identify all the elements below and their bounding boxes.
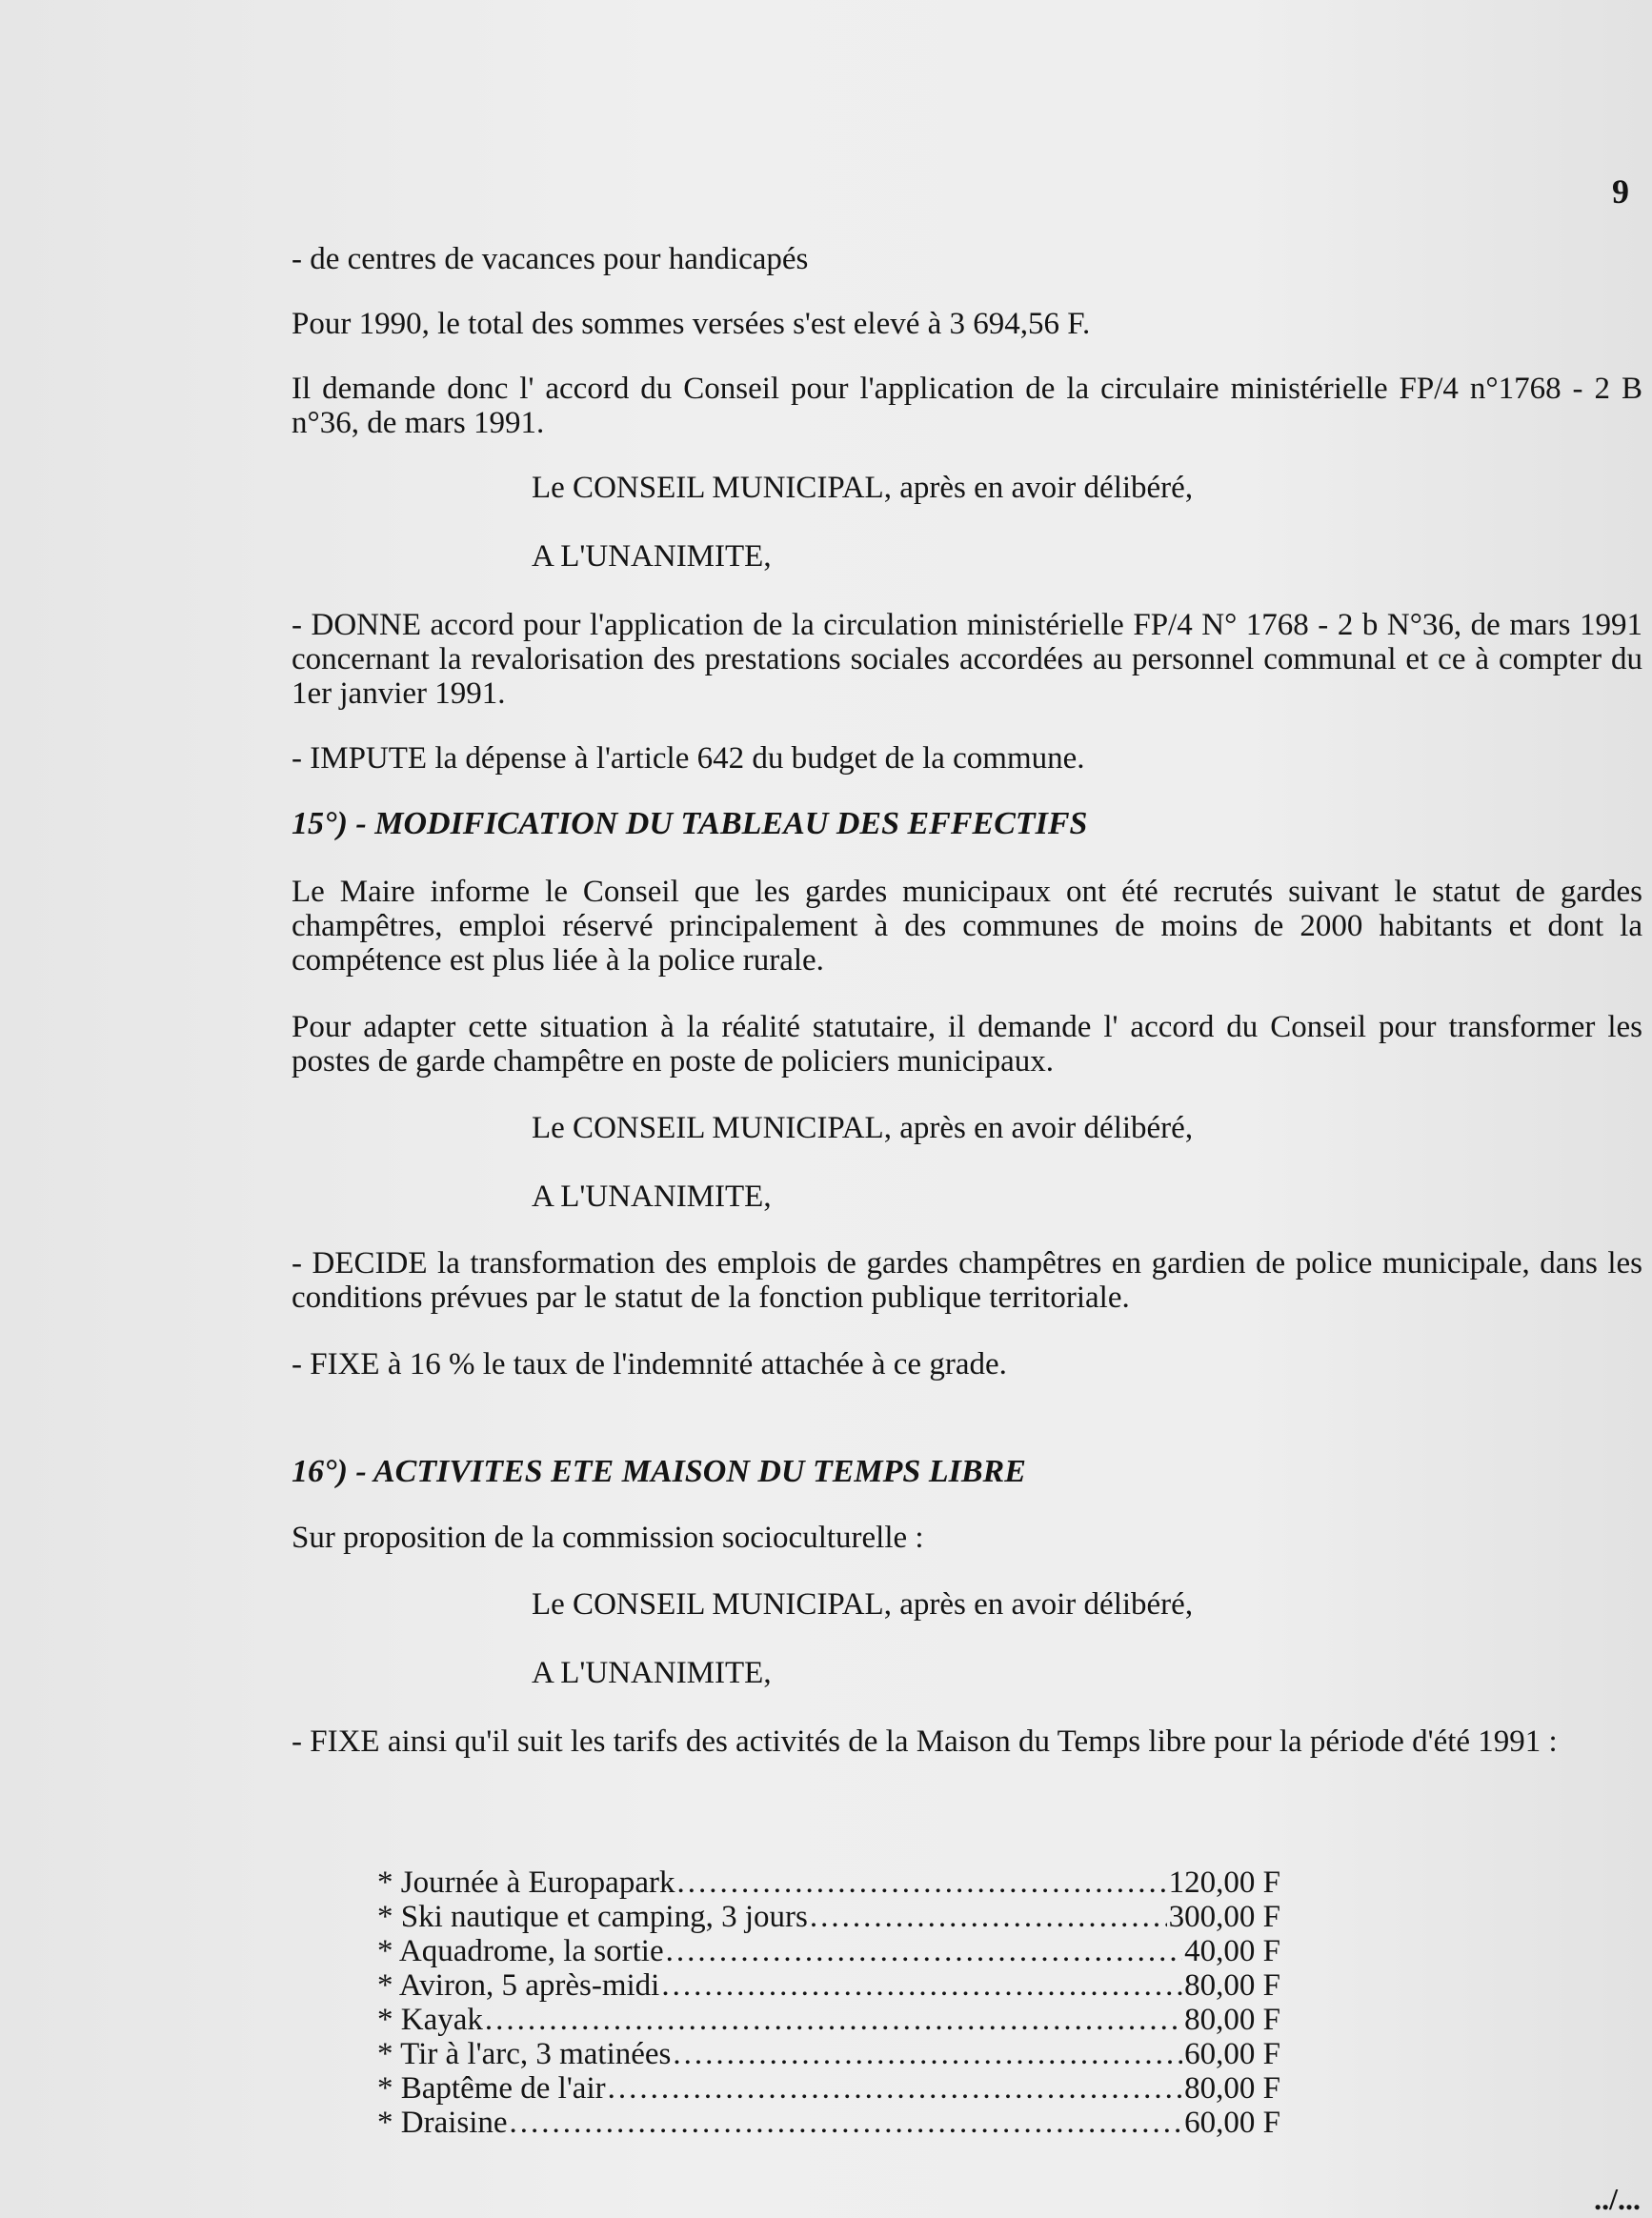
unanimity-3: A L'UNANIMITE, [532, 1656, 772, 1690]
section-title-16: 16°) - ACTIVITES ETE MAISON DU TEMPS LIBRE [292, 1454, 1026, 1489]
paragraph-request-accord: Il demande donc l' accord du Conseil pour l'application de la circulaire ministérielle FP/4 n°1768 - 2 B n°36, de mars 1991. [292, 372, 1642, 440]
paragraph-total-1990: Pour 1990, le total des sommes versées s'est elevé à 3 694,56 F. [292, 307, 1091, 341]
tariff-label: * Journée à Europapark [377, 1865, 675, 1900]
paragraph-fixe-taux: - FIXE à 16 % le taux de l'indemnité attachée à ce grade. [292, 1347, 1007, 1381]
tariff-price: 60,00 F [1184, 2037, 1280, 2071]
tariff-row [377, 1934, 1280, 1968]
paragraph-proposition: Sur proposition de la commission socioculturelle : [292, 1521, 924, 1555]
paragraph-decide-transformation: - DECIDE la transformation des emplois de gardes champêtres en gardien de police municipale, dans les conditions prévues par le statut de la fonction publique territoriale. [292, 1246, 1642, 1315]
tariff-price: 80,00 F [1184, 1968, 1280, 2003]
tariff-label: * Ski nautique et camping, 3 jours [377, 1900, 808, 1934]
tariff-leader-dots [608, 2071, 1183, 2106]
paragraph-handicap-centres: - de centres de vacances pour handicapés [292, 242, 809, 276]
tariff-leader-dots [673, 2037, 1182, 2071]
council-deliberation-3: Le CONSEIL MUNICIPAL, après en avoir délibéré, [532, 1587, 1194, 1622]
tariff-label: * Baptême de l'air [377, 2071, 606, 2106]
tariff-label: * Tir à l'arc, 3 matinées [377, 2037, 672, 2071]
document-body [292, 242, 1642, 1759]
tariff-leader-dots [661, 1968, 1182, 2003]
tariff-row [377, 1968, 1280, 2003]
unanimity-1: A L'UNANIMITE, [532, 539, 772, 574]
section-title-15: 15°) - MODIFICATION DU TABLEAU DES EFFECTIFS [292, 806, 1088, 841]
tariff-leader-dots [485, 2003, 1182, 2037]
council-deliberation-2: Le CONSEIL MUNICIPAL, après en avoir délibéré, [532, 1111, 1194, 1145]
tariff-leader-dots [510, 2106, 1183, 2140]
tariff-leader-dots [810, 1900, 1167, 1934]
continuation-mark: ../... [1594, 2182, 1641, 2216]
tariff-label: * Kayak [377, 2003, 483, 2037]
tariff-price: 40,00 F [1184, 1934, 1280, 1968]
unanimity-2: A L'UNANIMITE, [532, 1180, 772, 1214]
paragraph-impute: - IMPUTE la dépense à l'article 642 du budget de la commune. [292, 741, 1085, 776]
council-deliberation-1: Le CONSEIL MUNICIPAL, après en avoir délibéré, [532, 471, 1194, 505]
page-number: 9 [1612, 172, 1629, 211]
paragraph-adapter-situation: Pour adapter cette situation à la réalité statutaire, il demande l' accord du Conseil pour transformer les postes de garde champêtre en poste de policiers municipaux. [292, 1010, 1642, 1079]
tariff-price: 60,00 F [1184, 2106, 1280, 2140]
tariff-label: * Aquadrome, la sortie [377, 1934, 664, 1968]
tariff-label: * Aviron, 5 après-midi [377, 1968, 660, 2003]
tariff-row [377, 1865, 1280, 1900]
tariff-price: 300,00 F [1168, 1900, 1280, 1934]
tariff-row [377, 2003, 1280, 2037]
tariff-row [377, 2037, 1280, 2071]
tariff-list [377, 1865, 1280, 2140]
tariff-leader-dots [666, 1934, 1183, 1968]
tariff-row [377, 2071, 1280, 2106]
tariff-price: 120,00 F [1168, 1865, 1280, 1900]
tariff-leader-dots [676, 1865, 1166, 1900]
tariff-row [377, 2106, 1280, 2140]
paragraph-fixe-tarifs: - FIXE ainsi qu'il suit les tarifs des activités de la Maison du Temps libre pour la période d'été 1991 : [292, 1724, 1558, 1759]
tariff-row [377, 1900, 1280, 1934]
paragraph-maire-informe: Le Maire informe le Conseil que les gardes municipaux ont été recrutés suivant le statut de gardes champêtres, emploi réservé principalement à des communes de moins de 2000 habitants et dont la compétence est plus liée à la police rurale. [292, 875, 1642, 978]
tariff-price: 80,00 F [1184, 2003, 1280, 2037]
paragraph-donne-accord: - DONNE accord pour l'application de la circulation ministérielle FP/4 N° 1768 - 2 b N°36, de mars 1991 concernant la revalorisation des prestations sociales accordées au personnel communal et ce à compter du 1er janvier 1991. [292, 608, 1642, 711]
tariff-price: 80,00 F [1184, 2071, 1280, 2106]
tariff-label: * Draisine [377, 2106, 508, 2140]
